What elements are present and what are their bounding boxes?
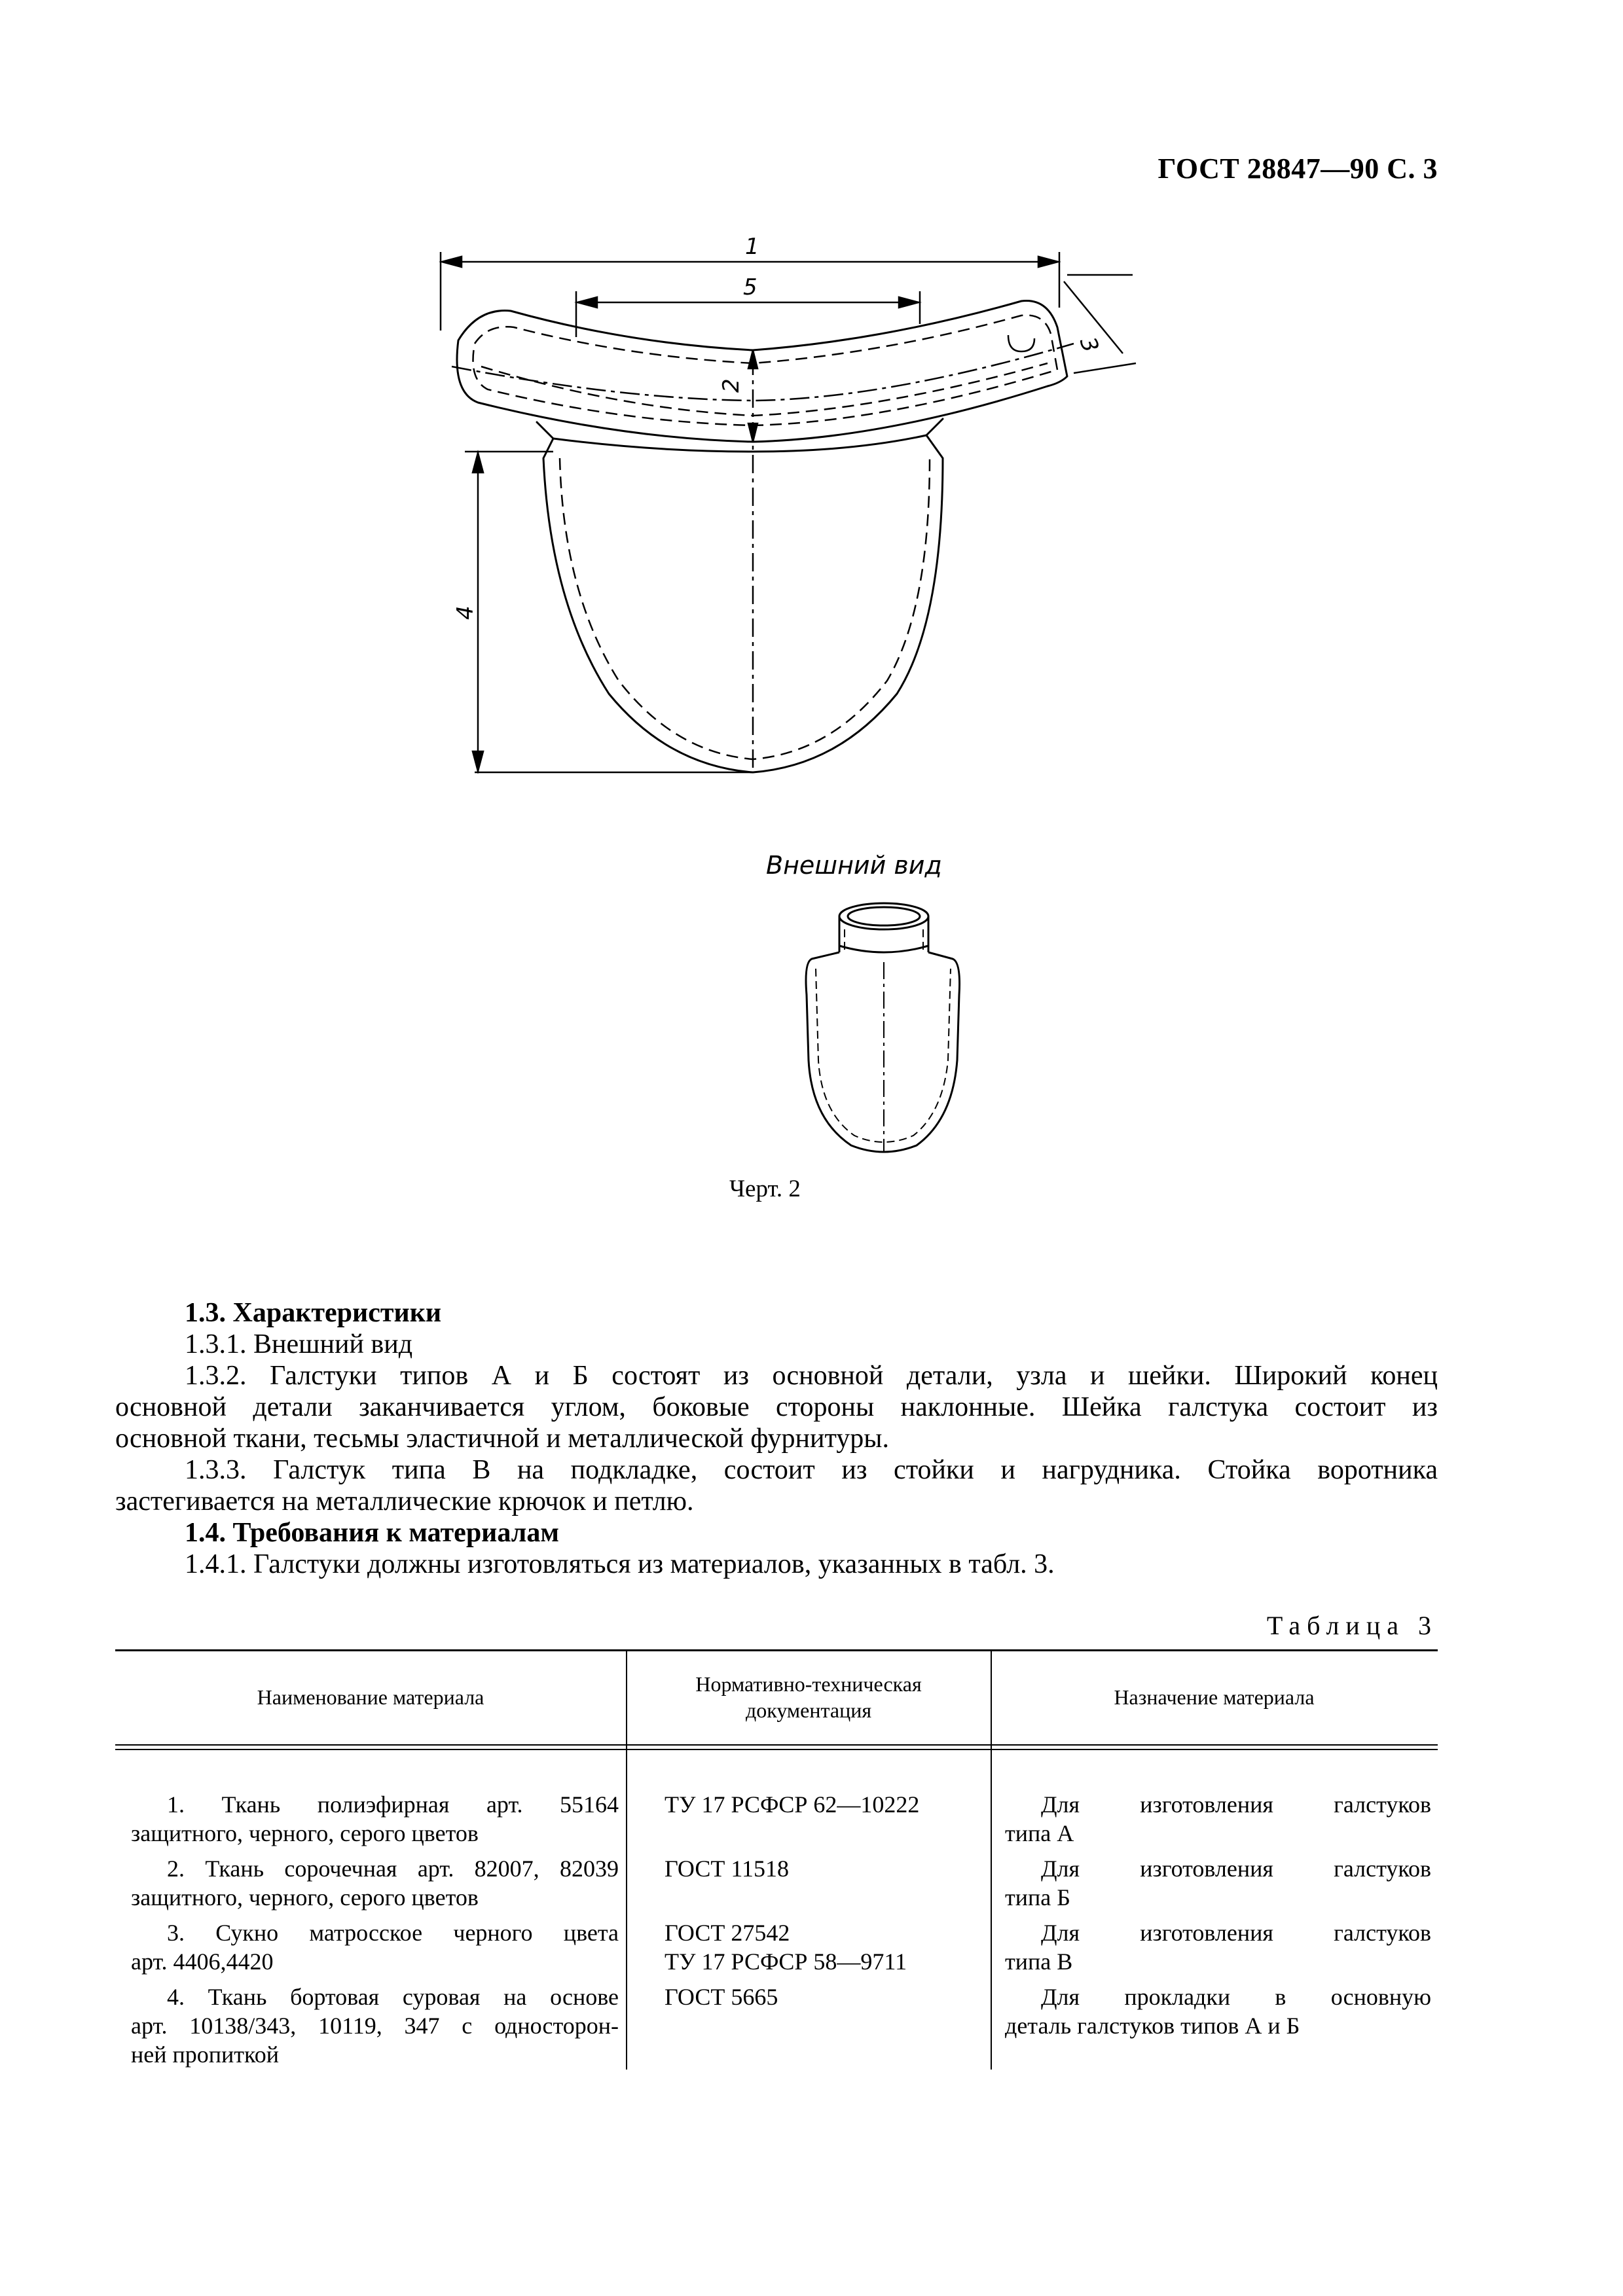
table-header-material-name: Наименование материала [257, 1685, 484, 1709]
row-1-purpose-line-2: типа А [1005, 1820, 1074, 1846]
paragraph-1-4-1: 1.4.1. Галстуки должны изготовляться из материалов, указанных в табл. 3. [185, 1549, 1055, 1579]
row-4-purpose-line-2: деталь галстуков типов А и Б [1005, 2013, 1300, 2039]
row-4-name-line-1: 4. Ткань бортовая суровая на основе [167, 1984, 619, 2010]
paragraph-1-3-3-line-2: застегивается на металлические крючок и петлю. [115, 1486, 694, 1516]
paragraph-1-3-2-line-3: основной ткани, тесьмы эластичной и металлической фурнитуры. [115, 1424, 890, 1454]
row-3-purpose-line-1: Для изготовления галстуков [1041, 1920, 1431, 1946]
paragraph-1-3-1: 1.3.1. Внешний вид [185, 1329, 413, 1359]
page-header: ГОСТ 28847—90 С. 3 [1158, 152, 1438, 185]
row-1-name-line-2: защитного, черного, серого цветов [131, 1820, 479, 1846]
table-caption: Таблица 3 [1266, 1611, 1438, 1640]
row-4-doc: ГОСТ 5665 [665, 1984, 778, 2010]
row-3-name-line-2: арт. 4406,4420 [131, 1948, 274, 1975]
row-3-purpose-line-2: типа В [1005, 1948, 1073, 1975]
row-4-purpose-line-1: Для прокладки в основную [1041, 1984, 1431, 2010]
dim-label-3: 3 [1074, 333, 1104, 356]
section-1-3-heading: 1.3. Характеристики [185, 1298, 442, 1328]
table-header-purpose: Назначение материала [1114, 1685, 1315, 1709]
dim-label-4: 4 [452, 605, 479, 620]
row-2-doc: ГОСТ 11518 [665, 1856, 790, 1882]
row-2-name-line-2: защитного, черного, серого цветов [131, 1884, 479, 1910]
external-view-title: Внешний вид [766, 851, 942, 880]
row-3-name-line-1: 3. Сукно матросское черного цвета [167, 1920, 619, 1946]
paragraph-1-3-3-line-1: 1.3.3. Галстук типа В на подкладке, состоит из стойки и нагрудника. Стойка воротника [185, 1455, 1438, 1485]
table-header-documentation: Нормативно-техническая документация [695, 1672, 922, 1722]
row-4-name-line-3: ней пропиткой [131, 2041, 279, 2068]
row-1-purpose-line-1: Для изготовления галстуков [1041, 1791, 1431, 1818]
tie-pattern-drawing [0, 0, 1623, 851]
row-2-purpose-line-1: Для изготовления галстуков [1041, 1856, 1431, 1882]
row-3-doc-line-1: ГОСТ 27542 [665, 1920, 790, 1946]
row-1-doc: ТУ 17 РСФСР 62—10222 [665, 1791, 920, 1818]
paragraph-1-3-2-line-2: основной детали заканчивается углом, боковые стороны наклонные. Шейка галстука состоит из [115, 1392, 1438, 1422]
dim-label-5: 5 [743, 274, 757, 300]
dim-label-2: 2 [718, 378, 744, 393]
row-1-name-line-1: 1. Ткань полиэфирная арт. 55164 [167, 1791, 619, 1818]
paragraph-1-3-2-line-1: 1.3.2. Галстуки типов А и Б состоят из основной детали, узла и шейки. Широкий конец [185, 1361, 1438, 1391]
row-3-doc-line-2: ТУ 17 РСФСР 58—9711 [665, 1948, 907, 1975]
tie-external-view-drawing [792, 897, 989, 1172]
figure-caption: Черт. 2 [729, 1175, 801, 1202]
row-2-purpose-line-2: типа Б [1005, 1884, 1070, 1910]
row-2-name-line-1: 2. Ткань сорочечная арт. 82007, 82039 [167, 1856, 619, 1882]
dim-label-1: 1 [745, 234, 759, 260]
row-4-name-line-2: арт. 10138/343, 10119, 347 с односторон- [131, 2013, 619, 2039]
section-1-4-heading: 1.4. Требования к материалам [185, 1518, 559, 1548]
